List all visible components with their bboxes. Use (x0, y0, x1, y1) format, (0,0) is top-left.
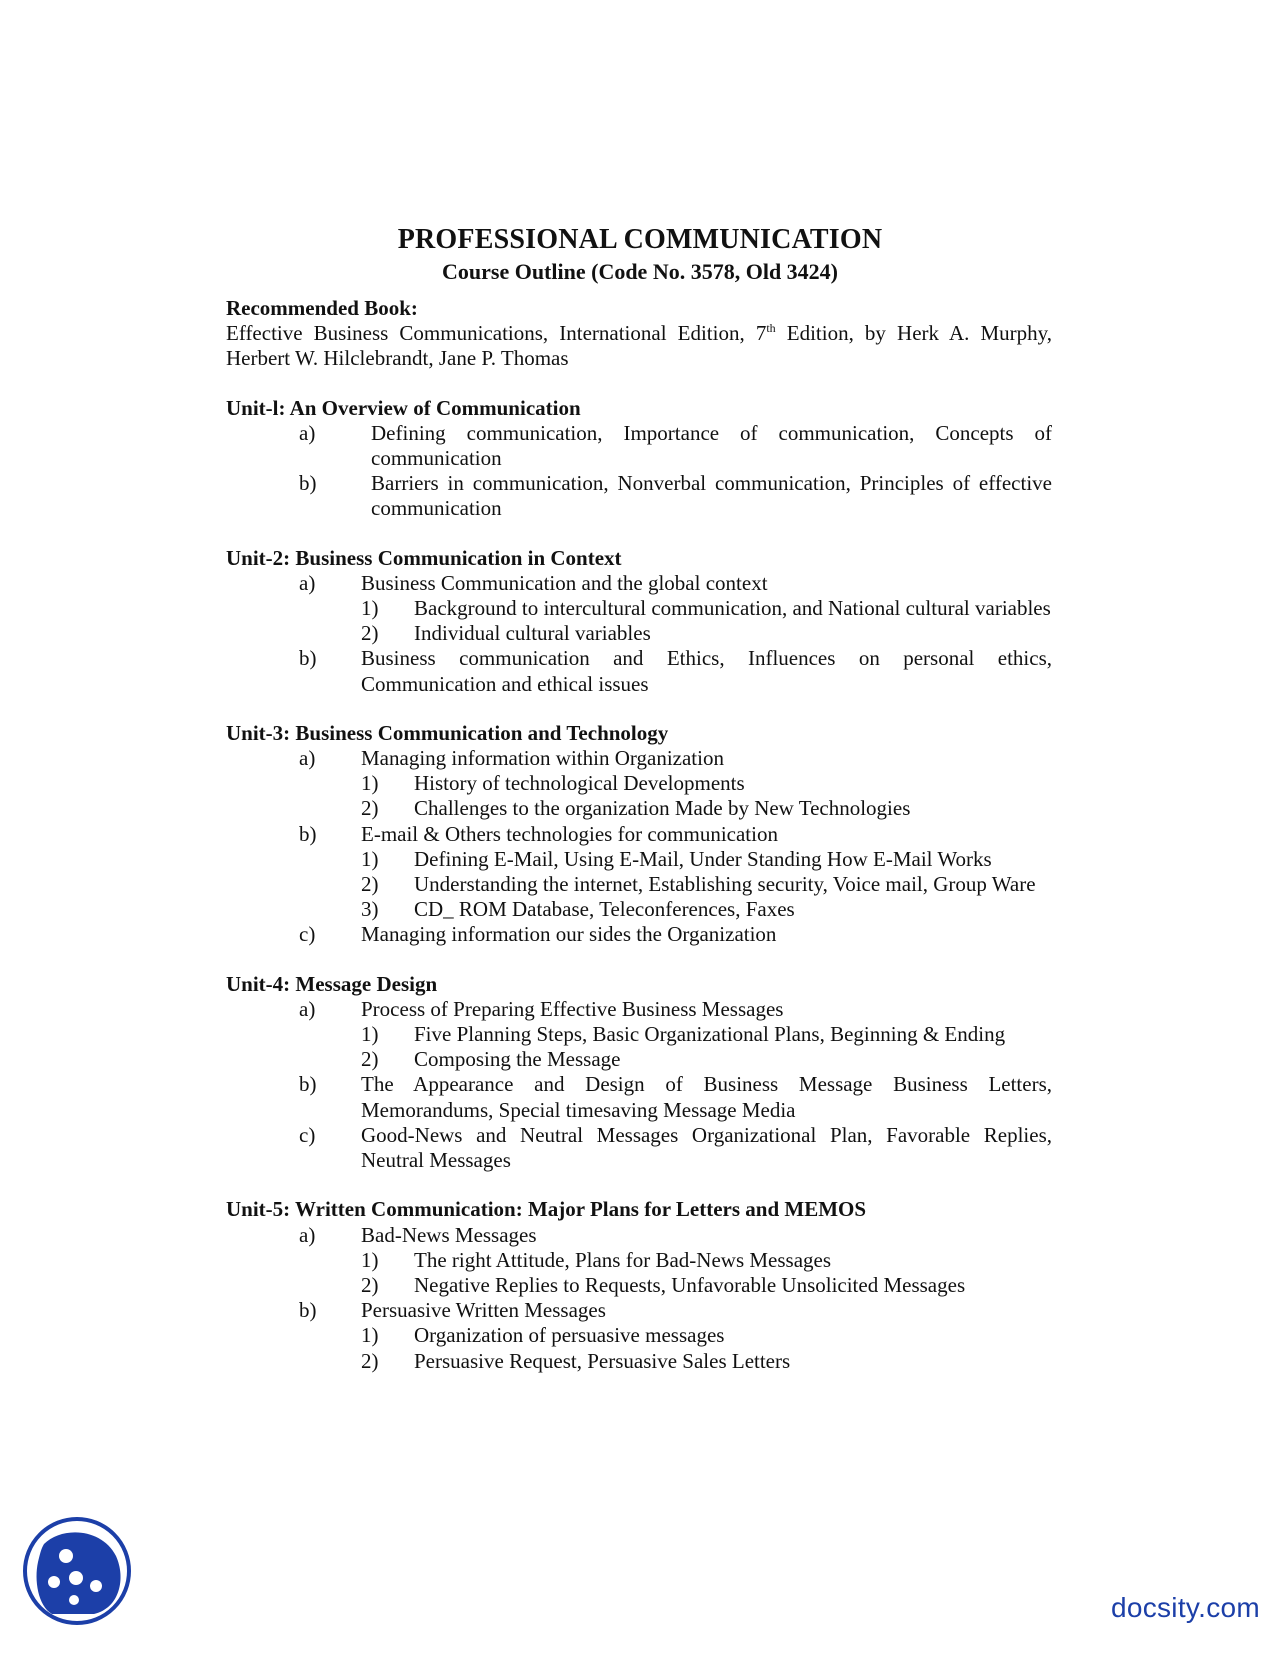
unit-section (226, 721, 1052, 948)
sub-list-item (226, 621, 1052, 646)
list-item (226, 997, 1052, 1022)
sub-list-item (226, 847, 1052, 872)
list-item (226, 646, 1052, 696)
list-item (226, 1123, 1052, 1173)
recommended-book-text (226, 321, 1052, 371)
unit-heading: Unit-4: Message Design (226, 971, 438, 996)
sub-list-item-text: Organization of persuasive messages (414, 1323, 725, 1348)
list-item-marker: a) (299, 1222, 316, 1247)
sub-list-item-text: Challenges to the organization Made by New Technologies (414, 796, 911, 821)
units-list (226, 396, 1052, 1374)
sub-list-item-text: Composing the Message (414, 1047, 621, 1072)
sub-list-item-marker: 2) (361, 872, 379, 897)
unit-section (226, 972, 1052, 1174)
sub-list-item-text: Defining E-Mail, Using E-Mail, Under Standing How E-Mail Works (414, 846, 992, 871)
docsity-logo-icon (22, 1516, 132, 1626)
sub-list-item-marker: 1) (361, 846, 379, 871)
list-item-marker: b) (299, 646, 317, 671)
list-item-text: Persuasive Written Messages (361, 1298, 606, 1323)
list-item-text: Managing information our sides the Organization (361, 922, 777, 947)
sub-list-item (226, 897, 1052, 922)
book-edition-sup: th (766, 321, 776, 336)
list-item-marker: b) (299, 1072, 317, 1097)
list-item-marker: c) (299, 1122, 316, 1147)
recommended-book-label: Recommended Book: (226, 296, 418, 320)
sub-list-item (226, 1323, 1052, 1348)
list-item (226, 1298, 1052, 1323)
sub-list-item-marker: 2) (361, 796, 379, 821)
sub-list-item (226, 872, 1052, 897)
list-item (226, 571, 1052, 596)
list-item (226, 922, 1052, 947)
sub-list-item-text: History of technological Developments (414, 771, 745, 796)
list-item-marker: c) (299, 922, 316, 947)
list-item-text: Bad-News Messages (361, 1222, 537, 1247)
course-outline (226, 296, 1052, 1374)
sub-list-item-text: Understanding the internet, Establishing security, Voice mail, Group Ware (414, 872, 1036, 897)
sub-list-item-text: CD_ ROM Database, Teleconferences, Faxes (414, 897, 795, 922)
sub-list-item-marker: 2) (361, 621, 379, 646)
sub-list-item-marker: 2) (361, 1348, 379, 1373)
list-item-text: Business communication and Ethics, Influences on personal ethics, Communication and ethical issues (361, 646, 1052, 696)
sub-list-item (226, 771, 1052, 796)
sub-list-item (226, 796, 1052, 821)
sub-list-item-text: Individual cultural variables (414, 621, 651, 646)
sub-list-item-marker: 1) (361, 1022, 379, 1047)
page-subtitle: Course Outline (Code No. 3578, Old 3424) (442, 259, 838, 284)
sub-list-item-marker: 3) (361, 897, 379, 922)
sub-list-item-marker: 1) (361, 1247, 379, 1272)
sub-list-item (226, 596, 1052, 621)
sub-list-item-marker: 1) (361, 596, 379, 621)
list-item (226, 746, 1052, 771)
unit-section (226, 396, 1052, 522)
unit-section (226, 546, 1052, 697)
sub-list-item-text: Five Planning Steps, Basic Organizational Plans, Beginning & Ending (414, 1022, 1006, 1047)
sub-list-item (226, 1022, 1052, 1047)
list-item (226, 421, 1052, 471)
sub-list-item-text: Background to intercultural communication, and National cultural variables (414, 596, 1051, 621)
sub-list-item (226, 1349, 1052, 1374)
sub-list-item-marker: 1) (361, 1323, 379, 1348)
list-item (226, 1223, 1052, 1248)
sub-list-item-text: Persuasive Request, Persuasive Sales Letters (414, 1348, 791, 1373)
unit-heading: Unit-5: Written Communication: Major Plans for Letters and MEMOS (226, 1197, 867, 1222)
sub-list-item-marker: 1) (361, 771, 379, 796)
unit-section (226, 1197, 1052, 1373)
list-item-text: Defining communication, Importance of communication, Concepts of communication (371, 420, 1052, 471)
book-text-part-2: Edition, by Herk A. Murphy, Herbert W. Hilclebrandt, Jane P. Thomas (226, 321, 1053, 371)
list-item-text: The Appearance and Design of Business Message Business Letters, Memorandums, Special timesaving Message Media (361, 1072, 1052, 1122)
sub-list-item-text: Negative Replies to Requests, Unfavorable Unsolicited Messages (414, 1272, 966, 1297)
unit-heading: Unit-l: An Overview of Communication (226, 395, 581, 420)
list-item-marker: a) (299, 996, 316, 1021)
list-item (226, 822, 1052, 847)
list-item-text: Barriers in communication, Nonverbal communication, Principles of effective communication (371, 471, 1052, 521)
sub-list-item (226, 1248, 1052, 1273)
list-item-marker: a) (299, 570, 316, 595)
list-item-marker: a) (299, 420, 316, 445)
unit-heading: Unit-3: Business Communication and Technology (226, 720, 669, 745)
list-item-text: Business Communication and the global context (361, 570, 768, 595)
docsity-brand-text[interactable]: docsity.com (1110, 1592, 1260, 1623)
list-item-marker: b) (299, 1298, 317, 1323)
list-item-text: E-mail & Others technologies for communication (361, 821, 778, 846)
list-item-text: Process of Preparing Effective Business Messages (361, 996, 784, 1021)
list-item-text: Good-News and Neutral Messages Organizational Plan, Favorable Replies, Neutral Messages (361, 1122, 1052, 1173)
sub-list-item (226, 1047, 1052, 1072)
book-text-part-1: Effective Business Communications, International Edition, 7 (226, 321, 767, 346)
sub-list-item-marker: 2) (361, 1272, 379, 1297)
sub-list-item-marker: 2) (361, 1047, 379, 1072)
list-item-marker: a) (299, 746, 316, 771)
list-item (226, 471, 1052, 521)
list-item-text: Managing information within Organization (361, 746, 724, 771)
sub-list-item (226, 1273, 1052, 1298)
sub-list-item-text: The right Attitude, Plans for Bad-News Messages (414, 1247, 832, 1272)
list-item-marker: b) (299, 821, 317, 846)
unit-heading: Unit-2: Business Communication in Context (226, 545, 622, 570)
list-item (226, 1072, 1052, 1122)
list-item-marker: b) (299, 471, 317, 496)
page-title: PROFESSIONAL COMMUNICATION (397, 224, 883, 255)
